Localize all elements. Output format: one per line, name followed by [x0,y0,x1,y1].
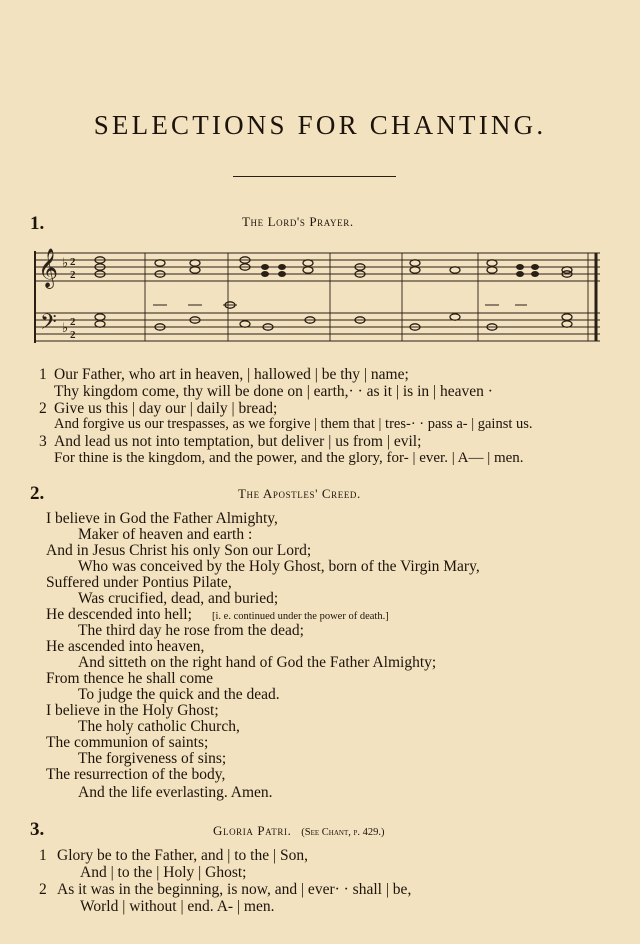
section-number: 1. [30,213,45,234]
svg-text:2: 2 [70,329,76,341]
verse-line: Thy kingdom come, thy will be done on | earth,· · as it | is in | heaven · [54,383,493,400]
section-number: 2. [30,483,45,504]
creed-line: Suffered under Pontius Pilate, [46,574,232,591]
section-heading-note: (See Chant, p. 429.) [301,827,385,838]
verse-line: Glory be to the Father, and | to the | Son, [57,847,308,864]
svg-text:𝄢: 𝄢 [40,310,57,340]
creed-line: And the life everlasting. Amen. [78,784,273,801]
creed-line: Was crucified, dead, and buried; [78,590,279,607]
svg-text:2: 2 [70,316,76,328]
verse-line: As it was in the beginning, is now, and | ever· · shall | be, [57,881,412,898]
chant-music-score [30,245,608,355]
title-divider [233,176,396,177]
verse-line: And | to the | Holy | Ghost; [80,864,247,881]
svg-text:♭: ♭ [62,321,69,336]
verse-line: World | without | end. A- | men. [80,898,275,915]
creed-line: He ascended into heaven, [46,638,205,655]
creed-line: The resurrection of the body, [46,766,226,783]
creed-line: Maker of heaven and earth : [78,526,253,543]
creed-note: [i. e. continued under the power of death.] [212,611,389,622]
creed-line: I believe in the Holy Ghost; [46,702,219,719]
creed-line: To judge the quick and the dead. [78,686,280,703]
verse-number: 1 [39,366,47,383]
page-title: SELECTIONS FOR CHANTING. [93,110,547,140]
creed-line: The forgiveness of sins; [78,750,227,767]
verse-line: For thine is the kingdom, and the power, and the glory, for- | ever. | A— | men. [54,450,524,466]
section-number: 3. [30,819,45,840]
verse-number: 2 [39,881,47,898]
verse-line: And lead us not into temptation, but deliver | us from | evil; [54,433,422,450]
section-heading: The Apostles' Creed. [238,486,361,501]
creed-line: He descended into hell; [46,606,192,623]
creed-line: From thence he shall come [46,670,214,687]
creed-line: And sitteth on the right hand of God the Father Almighty; [78,654,437,671]
verse-line: Give us this | day our | daily | bread; [54,400,278,417]
verse-number: 3 [39,433,47,450]
creed-line: And in Jesus Christ his only Son our Lord; [46,542,312,559]
creed-line: The third day he rose from the dead; [78,622,304,639]
svg-text:2: 2 [70,256,76,268]
verse-line: Our Father, who art in heaven, | hallowed | be thy | name; [54,366,409,383]
svg-text:𝄞: 𝄞 [38,248,59,288]
creed-line: I believe in God the Father Almighty, [46,510,278,527]
section-heading-text: Gloria Patri. [213,823,292,838]
verse-number: 1 [39,847,47,864]
verse-line: And forgive us our trespasses, as we forgive | them that | tres-· · pass a- | gainst us. [54,416,533,432]
creed-line: Who was conceived by the Holy Ghost, born of the Virgin Mary, [78,558,480,575]
creed-line: The holy catholic Church, [78,718,240,735]
verse-number: 2 [39,400,47,417]
svg-text:2: 2 [70,269,76,281]
section-heading: The Lord's Prayer. [242,214,354,229]
creed-line: The communion of saints; [46,734,209,751]
section-heading [213,823,385,839]
svg-text:♭: ♭ [62,256,69,271]
